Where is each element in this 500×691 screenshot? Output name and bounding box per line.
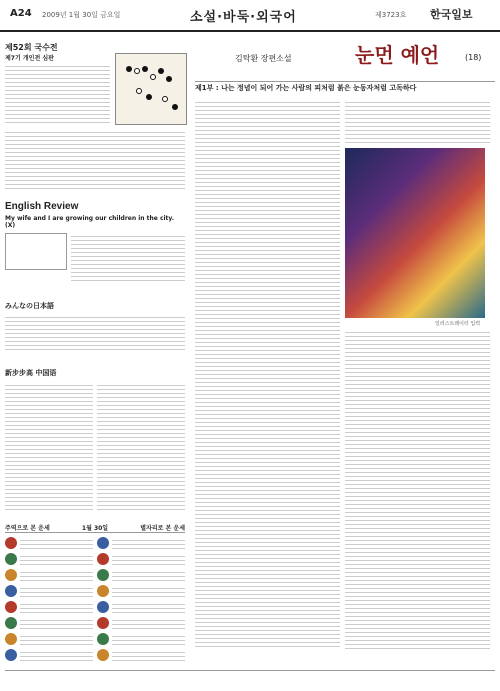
english-review-title: English Review <box>5 201 79 212</box>
novel-title: 눈먼 예언 <box>355 43 440 67</box>
section-title: 소설·바둑·외국어 <box>190 10 297 25</box>
chinese-text-right <box>97 382 185 512</box>
page-footer <box>5 670 495 673</box>
zodiac-row <box>5 649 93 661</box>
star-sign-row <box>97 537 185 549</box>
publication-date: 2009년 1월 30일 금요일 <box>42 11 121 19</box>
chinese-text-left <box>5 382 93 512</box>
fortune-section <box>5 523 185 688</box>
zodiac-icon <box>5 617 17 629</box>
novel-text-col2-bottom <box>345 329 490 649</box>
novel-column <box>195 33 495 653</box>
star-sign-icon <box>97 569 109 581</box>
black-stone <box>158 68 164 74</box>
baduk-section <box>5 35 185 51</box>
novel-text-col1 <box>195 99 340 649</box>
zodiac-icon <box>5 537 17 549</box>
black-stone <box>142 66 148 72</box>
zodiac-row <box>5 537 93 549</box>
white-stone <box>134 68 140 74</box>
left-column <box>5 33 185 653</box>
star-sign-row <box>97 633 185 645</box>
japanese-text <box>5 314 185 350</box>
chinese-section <box>5 368 185 518</box>
star-sign-row <box>97 585 185 597</box>
baduk-game-notes <box>5 129 185 189</box>
novel-illustration <box>345 148 485 318</box>
black-stone <box>166 76 172 82</box>
white-stone <box>150 74 156 80</box>
baduk-board <box>115 53 187 125</box>
zodiac-icon <box>5 601 17 613</box>
baduk-round-title: 제52회 국수전 <box>5 43 58 52</box>
fortune-header <box>5 523 185 533</box>
zodiac-column <box>5 533 93 661</box>
star-sign-icon <box>97 601 109 613</box>
baduk-heading: 제7기 개인전 심판 <box>5 55 54 62</box>
novel-author: 김탁환 장편소설 <box>235 54 292 63</box>
black-stone <box>126 66 132 72</box>
novel-installment: (18) <box>465 53 482 62</box>
fortune-date: 1월 30일 <box>81 525 109 532</box>
star-sign-row <box>97 553 185 565</box>
japanese-title: みんなの日本語 <box>5 302 54 310</box>
zodiac-row <box>5 601 93 613</box>
japanese-section <box>5 301 185 351</box>
star-sign-row <box>97 649 185 661</box>
black-stone <box>146 94 152 100</box>
newspaper-logo: 한국일보 <box>430 8 473 21</box>
zodiac-row <box>5 633 93 645</box>
star-sign-icon <box>97 617 109 629</box>
zodiac-row <box>5 553 93 565</box>
star-sign-icon <box>97 649 109 661</box>
edition-number: 제3723호 <box>375 11 407 19</box>
star-sign-row <box>97 617 185 629</box>
english-review-box <box>5 233 67 270</box>
fortune-left-title: 주역으로 본 운세 <box>5 525 50 532</box>
english-review-text <box>71 233 185 283</box>
zodiac-icon <box>5 649 17 661</box>
zodiac-row <box>5 585 93 597</box>
star-sign-icon <box>97 633 109 645</box>
zodiac-row <box>5 569 93 581</box>
star-sign-row <box>97 569 185 581</box>
star-sign-icon <box>97 537 109 549</box>
zodiac-icon <box>5 633 17 645</box>
chinese-title: 新步步高 中国语 <box>5 369 57 377</box>
white-stone <box>162 96 168 102</box>
black-stone <box>172 104 178 110</box>
star-sign-icon <box>97 585 109 597</box>
zodiac-icon <box>5 569 17 581</box>
star-sign-row <box>97 601 185 613</box>
zodiac-row <box>5 617 93 629</box>
fortune-right-title: 별자리로 본 운세 <box>140 525 185 532</box>
star-sign-column <box>97 533 185 661</box>
novel-text-col2-top <box>345 99 490 144</box>
illustration-credit: 일러스트레이터 입력 <box>435 321 481 327</box>
english-review-sentence: My wife and I are growing our children in the city. (X) <box>5 215 175 229</box>
page-header <box>0 0 500 32</box>
novel-header <box>195 33 495 82</box>
novel-chapter: 제1부 : 나는 정념이 되어 가는 사람의 피처럼 붉은 눈동자처럼 고독하다 <box>195 84 417 92</box>
white-stone <box>136 88 142 94</box>
zodiac-icon <box>5 585 17 597</box>
page-number: A24 <box>10 8 32 19</box>
zodiac-icon <box>5 553 17 565</box>
baduk-commentary <box>5 63 110 123</box>
english-review-section <box>5 201 185 291</box>
star-sign-icon <box>97 553 109 565</box>
